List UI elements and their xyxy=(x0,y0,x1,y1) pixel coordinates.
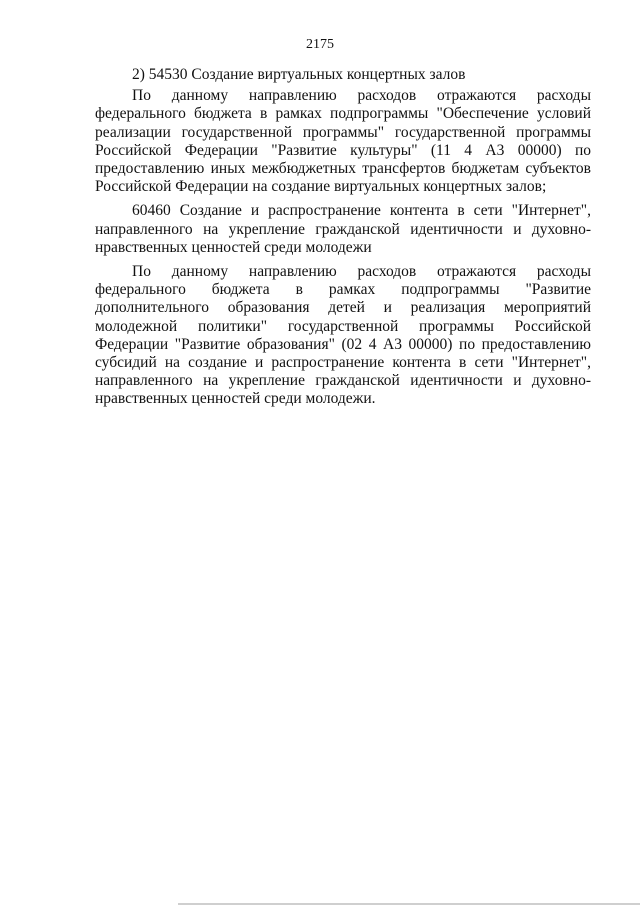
page-number: 2175 xyxy=(306,37,334,52)
document-body xyxy=(95,66,591,409)
paragraph-budget-concert-halls: По данному направлению расходов отражаются расходы федерального бюджета в рамках подпрограммы "Обеспечение условий реализации государственной программы" государственной программы Российской Федерации "Развитие культуры" (11 4 А3 00000) по предоставлению иных межбюджетных трансфертов бюджетам субъектов Российской Федерации на создание виртуальных концертных залов; xyxy=(95,87,591,196)
section-heading-internet-content: 60460 Создание и распространение контента в сети "Интернет", направленного на укрепление гражданской идентичности и духовно-нравственных ценностей среди молодежи xyxy=(95,202,591,256)
section-heading: 2) 54530 Создание виртуальных концертных залов xyxy=(132,66,466,83)
paragraph-budget-internet-content: По данному направлению расходов отражаются расходы федерального бюджета в рамках подпрограммы "Развитие дополнительного образования детей и реализация мероприятий молодежной политики" государственной программы Российской Федерации "Развитие образования" (02 4 А3 00000) по предоставлению субсидий на создание и распространение контента в сети "Интернет", направленного на укрепление гражданской идентичности и духовно-нравственных ценностей среди молодежи. xyxy=(95,263,591,408)
